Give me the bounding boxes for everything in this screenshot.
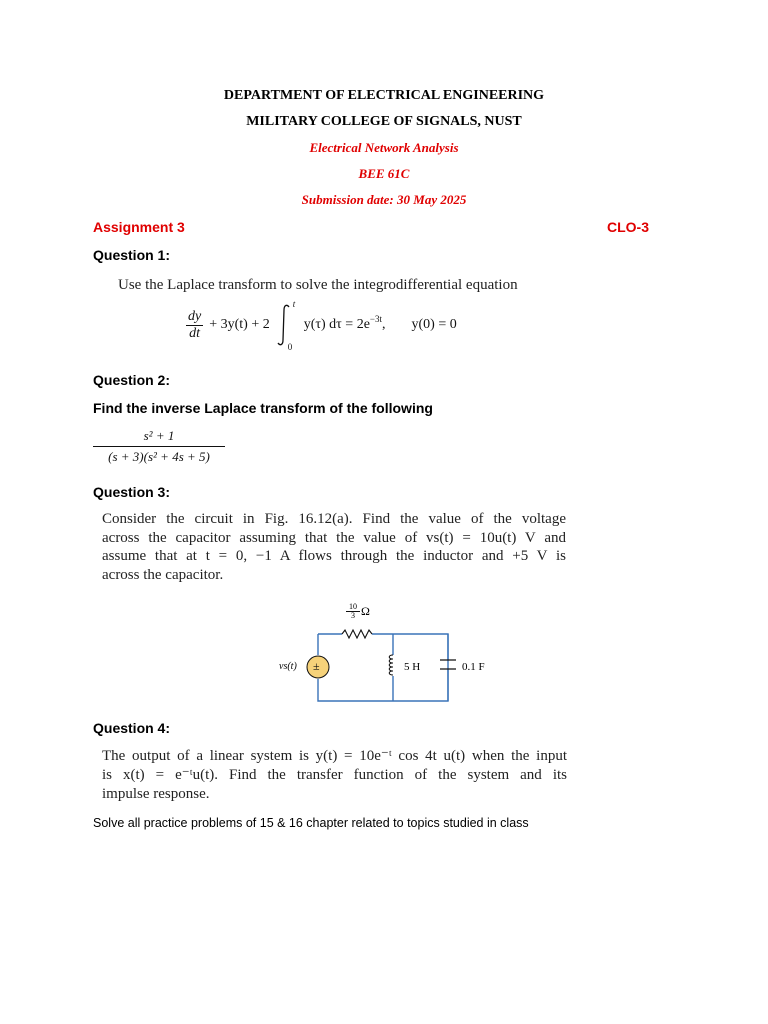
circuit-wires [318, 634, 448, 701]
resistor-numerator: 10 [346, 603, 360, 612]
resistor-denominator: 3 [351, 611, 355, 620]
equation-middle-terms: + 3y(t) + 2 [209, 317, 270, 332]
circuit-diagram [270, 598, 510, 708]
submission-date: Submission date: 30 May 2025 [301, 192, 467, 207]
course-title: Electrical Network Analysis [309, 140, 459, 155]
question-3-label: Question 3: [93, 484, 171, 500]
capacitor-label: 0.1 F [462, 661, 485, 673]
source-polarity: ± [313, 659, 320, 673]
question-2-label: Question 2: [93, 372, 171, 388]
question-3-line: assume that at t = 0, −1 A flows through the inductor and +5 V is [102, 548, 566, 565]
practice-note: Solve all practice problems of 15 & 16 chapter related to topics studied in class [93, 816, 529, 830]
integrand: y(τ) dτ = 2e [303, 317, 370, 332]
resistor-unit: Ω [361, 604, 370, 618]
resistor-value-fraction [346, 603, 360, 620]
class-code: BEE 61C [358, 166, 410, 181]
resistor-icon [342, 630, 372, 638]
derivative-denominator: dt [189, 325, 201, 341]
question-1-text: Use the Laplace transform to solve the integrodifferential equation [118, 277, 518, 293]
question-4-line: impulse response. [102, 786, 210, 802]
question-4-text [102, 747, 567, 804]
question-4-line: The output of a linear system is y(t) = 10e⁻ᵗ cos 4t u(t) when the input [102, 748, 567, 764]
question-1-label: Question 1: [93, 247, 171, 263]
integral-lower-limit: 0 [287, 342, 293, 352]
exponent: −3t [369, 314, 382, 324]
question-4-line: is x(t) = e⁻ᵗu(t). Find the transfer function of the system and its [102, 767, 567, 783]
question-1-equation [186, 299, 457, 352]
question-3-line: across the capacitor assuming that the value of vs(t) = 10u(t) V and [102, 529, 566, 546]
clo-label: CLO-3 [607, 219, 649, 235]
derivative-fraction [186, 309, 203, 342]
assignment-title: Assignment 3 [93, 219, 185, 235]
fraction-denominator: (s + 3)(s² + 4s + 5) [93, 446, 225, 465]
question-3-line: across the capacitor. [102, 567, 224, 584]
derivative-numerator: dy [188, 308, 202, 324]
question-3-line: Consider the circuit in Fig. 16.12(a). Find the value of the voltage [102, 511, 566, 527]
department-heading: DEPARTMENT OF ELECTRICAL ENGINEERING [223, 88, 545, 103]
question-4-label: Question 4: [93, 720, 171, 736]
integral-upper-limit: t [292, 299, 296, 309]
college-heading: MILITARY COLLEGE OF SIGNALS, NUST [246, 114, 522, 129]
question-2-instruction: Find the inverse Laplace transform of the following [93, 400, 433, 416]
equation-comma: , [382, 317, 386, 332]
question-2-fraction [93, 428, 225, 465]
inductor-label: 5 H [404, 661, 421, 673]
inductor-icon [389, 655, 393, 675]
question-3-text [102, 510, 566, 585]
initial-condition: y(0) = 0 [411, 317, 457, 332]
integral-sign [274, 299, 296, 352]
fraction-numerator: s² + 1 [143, 428, 175, 443]
source-label: vs(t) [279, 661, 297, 672]
